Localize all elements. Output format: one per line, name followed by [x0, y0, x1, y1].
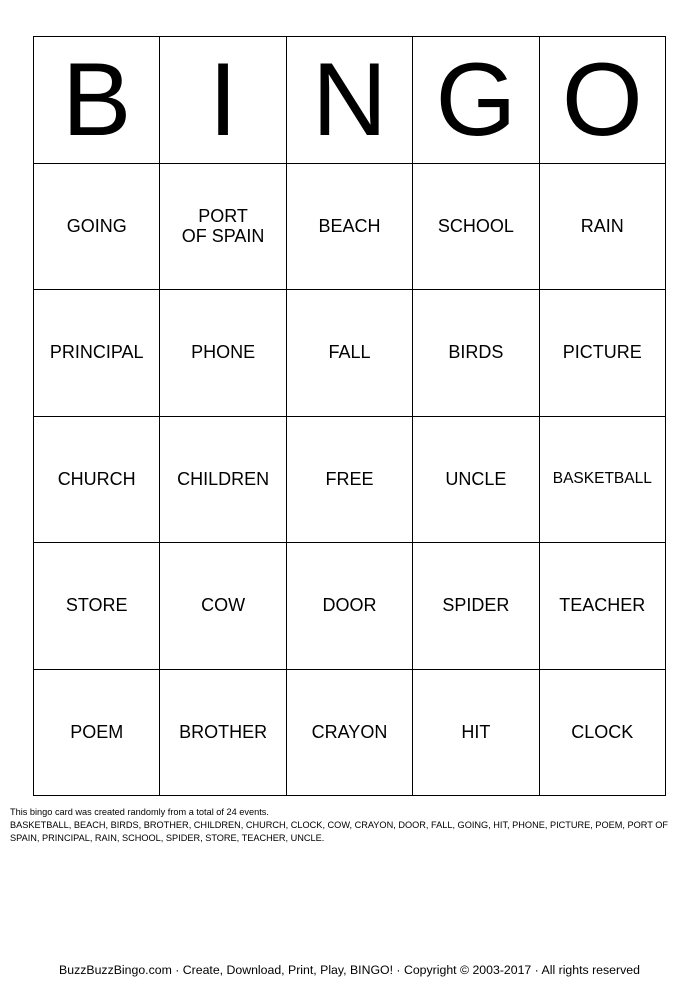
bingo-cell: BASKETBALL	[540, 417, 666, 544]
header-letter-i: I	[160, 37, 286, 164]
bingo-cell: GOING	[34, 164, 160, 291]
header-letter-o: O	[540, 37, 666, 164]
bingo-cell: STORE	[34, 543, 160, 670]
bingo-cell: FALL	[287, 290, 413, 417]
header-letter-b: B	[34, 37, 160, 164]
bingo-cell: HIT	[413, 670, 539, 797]
bingo-cell: CLOCK	[540, 670, 666, 797]
bingo-cell: PICTURE	[540, 290, 666, 417]
header-letter-g: G	[413, 37, 539, 164]
footer-copyright: BuzzBuzzBingo.com · Create, Download, Print, Play, BINGO! · Copyright © 2003-2017 · All rights reserved	[59, 963, 640, 977]
card-info	[10, 806, 690, 845]
header-letter-n: N	[287, 37, 413, 164]
bingo-cell: UNCLE	[413, 417, 539, 544]
bingo-cell: POEM	[34, 670, 160, 797]
free-space-cell: FREE	[287, 417, 413, 544]
bingo-cell: CRAYON	[287, 670, 413, 797]
bingo-cell: BIRDS	[413, 290, 539, 417]
bingo-cell: CHILDREN	[160, 417, 286, 544]
bingo-cell: TEACHER	[540, 543, 666, 670]
bingo-cell: CHURCH	[34, 417, 160, 544]
card-info-word-list: BASKETBALL, BEACH, BIRDS, BROTHER, CHILDREN, CHURCH, CLOCK, COW, CRAYON, DOOR, FALL, GOING, HIT, PHONE, PICTURE, POEM, PORT OF SPAIN, PRINCIPAL, RAIN, SCHOOL, SPIDER, STORE, TEACHER, UNCLE.	[10, 820, 669, 843]
bingo-cell: RAIN	[540, 164, 666, 291]
bingo-cell: SPIDER	[413, 543, 539, 670]
card-info-summary: This bingo card was created randomly from a total of 24 events.	[10, 807, 269, 817]
bingo-cell: SCHOOL	[413, 164, 539, 291]
bingo-cell: PHONE	[160, 290, 286, 417]
bingo-cell: DOOR	[287, 543, 413, 670]
bingo-cell: BEACH	[287, 164, 413, 291]
bingo-cell: PORT OF SPAIN	[160, 164, 286, 291]
bingo-cell: COW	[160, 543, 286, 670]
bingo-card	[33, 36, 666, 796]
bingo-cell: PRINCIPAL	[34, 290, 160, 417]
bingo-cell: BROTHER	[160, 670, 286, 797]
